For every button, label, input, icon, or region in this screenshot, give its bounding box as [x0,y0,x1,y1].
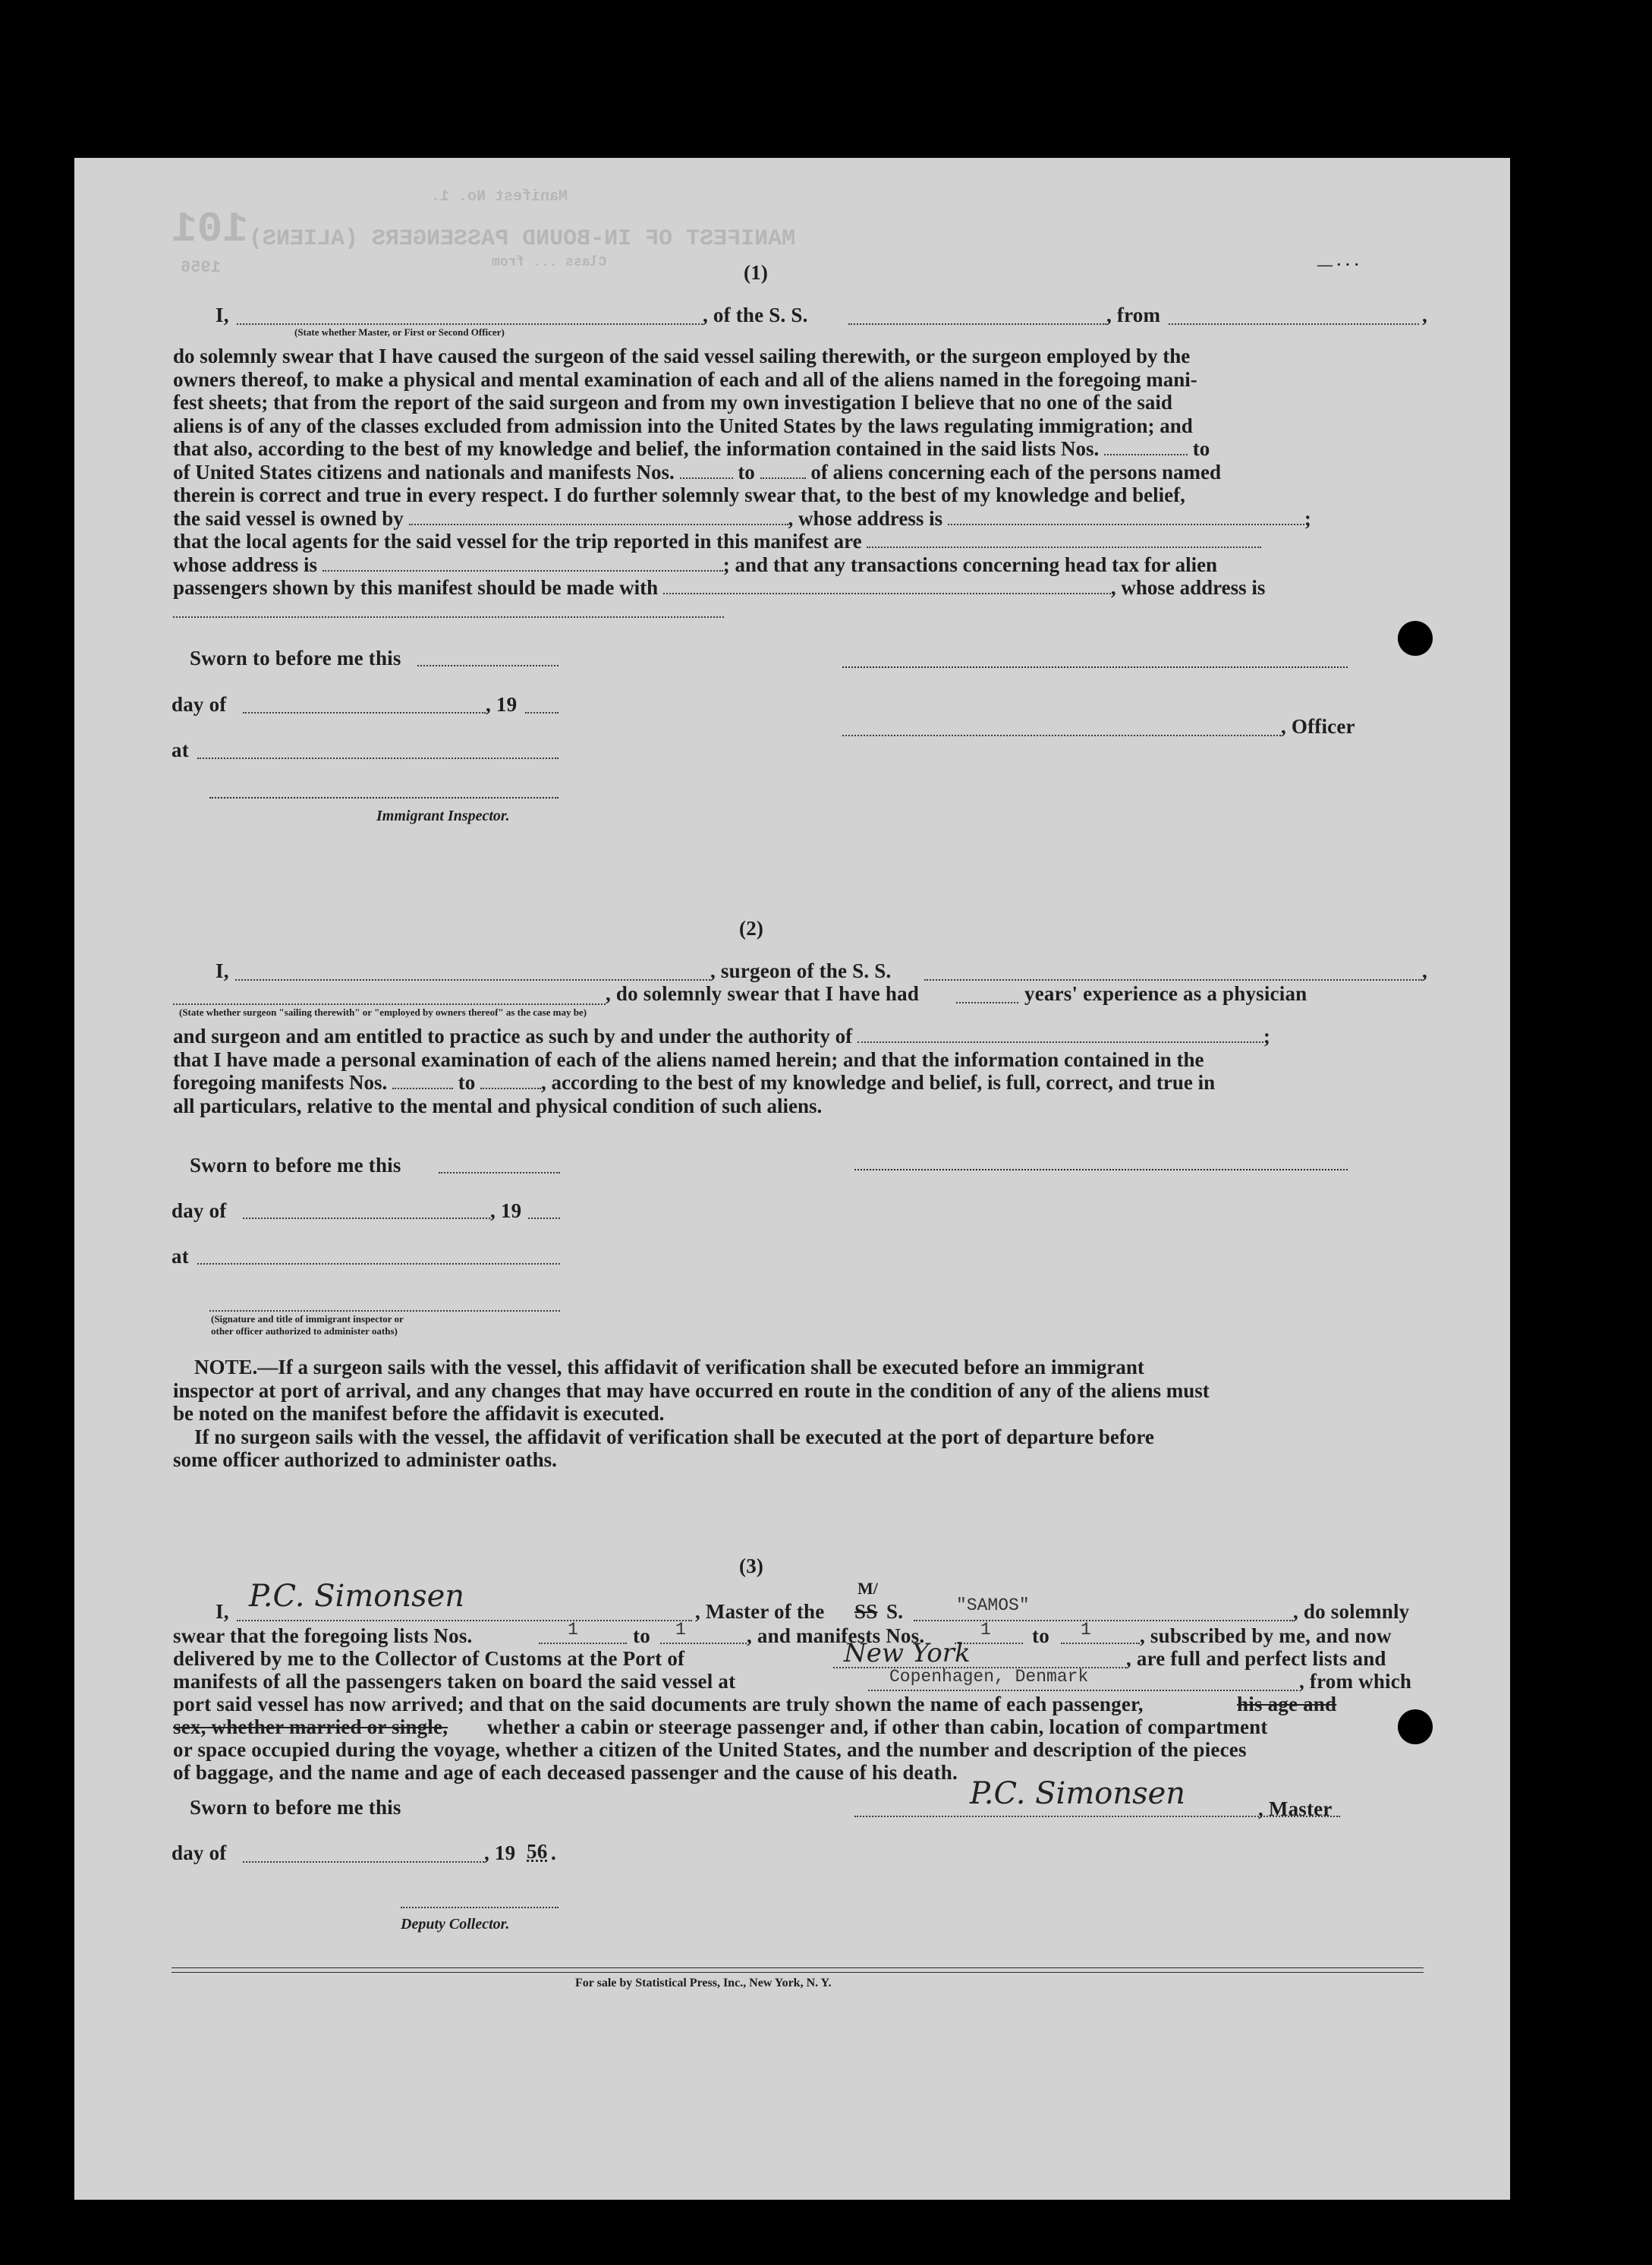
s1-comma: , [1422,304,1427,326]
s1-agents-address-field [323,570,723,572]
s1-day-field [243,712,486,714]
note-block [173,1356,1433,1472]
bleed-from: Class ... from [492,255,607,270]
s3-year-suffix: 56 [527,1840,548,1863]
s2-to: to [458,1071,476,1094]
footer-rule-2 [171,1972,1424,1973]
s2-authority-field [857,1041,1263,1043]
s1-man-to-field [760,477,806,479]
s1-lists-field [1104,454,1188,455]
s2-sworn-field [439,1172,560,1173]
s2-sig-hint-2: other officer authorized to administer oaths) [211,1325,398,1337]
s3-full-perfect: , are full and perfect lists and [1126,1647,1386,1670]
s2-to-field [480,1088,541,1089]
s1-officer-signature-line [842,666,1348,668]
s3-port: New York [844,1638,971,1668]
s1-made-with: passengers shown by this manifest should be made with [173,576,659,599]
s3-nineteen: , 19 [484,1841,516,1864]
s3-from-which: , from which [1299,1670,1412,1693]
s2-day-of: day of [171,1199,227,1222]
s1-to-2: to [738,460,755,484]
s1-vessel-field [848,323,1106,325]
bleed-manifest-no: Manifest No. 1. [431,188,568,206]
s2-from-field [392,1088,453,1089]
bleed-stamp: 101 [171,205,248,254]
s1-line-4: aliens is of any of the classes excluded from admission into the United States by the laws regulating immigration; and [173,414,1193,437]
s3-lists-to-field [660,1643,747,1644]
s1-line-3: fest sheets; that from the report of the said surgeon and from my own investigation I believe that no one of the said [173,391,1172,414]
s3-swear: swear that the foregoing lists Nos. [173,1624,473,1647]
section2-number: (2) [739,917,764,940]
s1-at: at [171,739,189,761]
s3-lists-from: 1 [568,1620,578,1640]
s2-day-field [243,1218,490,1219]
s1-whose-address: , whose address is [788,506,943,530]
s2-surgeon-name-field [235,979,710,981]
note-line-3: be noted on the manifest before the affidavit is executed. [173,1402,665,1425]
s3-day-field [243,1861,484,1863]
s3-lists-to: 1 [675,1620,686,1640]
s1-paragraph [173,345,1433,600]
s1-line-2: owners thereof, to make a physical and mental examination of each and all of the aliens named in the foregoing mani- [173,367,1197,391]
s2-at: at [171,1245,189,1268]
s1-day-of: day of [171,693,227,716]
s1-whose-address-2: , whose address is [1110,576,1266,599]
s1-i: I, [216,304,229,326]
s3-departure-port: Copenhagen, Denmark [889,1667,1089,1687]
s3-master-name: P.C. Simonsen [249,1579,465,1614]
s3-i: I, [216,1600,229,1623]
s2-paragraph [173,1025,1433,1117]
s1-from: , from [1106,304,1161,326]
s1-line-1: do solemnly swear that I have caused the surgeon of the said vessel sailing therewith, or the surgeon employed by the [173,345,1191,367]
note-line-2: inspector at port of arrival, and any changes that may have occurred en route in the condition of any of the aliens must [173,1378,1210,1402]
footer-rule-1 [171,1967,1424,1968]
s2-hint-field [173,1003,606,1005]
s3-master: , Master [1258,1797,1333,1820]
corner-marks: — · · · [1317,257,1360,273]
s2-vessel-field [924,979,1422,981]
s1-line-11 [173,576,1433,600]
s2-years-field [956,1002,1018,1003]
bleed-year: 1956 [181,258,221,277]
s3-departure-field [868,1690,1298,1691]
s1-line-6-text: of United States citizens and nationals and manifests Nos. [173,460,675,484]
s1-owned-by: the said vessel is owned by [173,506,404,530]
s1-man-from-field [680,477,733,479]
s3-sex-struck: sex, whether married or single, [173,1715,448,1738]
s2-sig-hint-1: (Signature and title of immigrant inspector or [211,1313,404,1325]
s3-sworn: Sworn to before me this [190,1796,401,1819]
s3-baggage: of baggage, and the name and age of each deceased passenger and the cause of his death. [173,1761,958,1784]
s3-subscribed: , subscribed by me, and now [1140,1624,1392,1647]
s1-line-10 [173,553,1433,577]
s1-to: to [1192,437,1210,460]
s1-sworn: Sworn to before me this [190,647,401,669]
s1-nineteen: , 19 [486,693,518,716]
s3-manifests-all: manifests of all the passengers taken on board the said vessel at [173,1670,736,1693]
s2-signature-line [854,1169,1348,1170]
footer-printer: For sale by Statistical Press, Inc., New York, N. Y. [575,1977,832,1989]
s1-from-field [1169,323,1419,325]
binder-hole-top [1398,621,1433,656]
s3-delivered: delivered by me to the Collector of Customs at the Port of [173,1647,685,1670]
s1-line-8: the said vessel is owned by , whose address is ; [173,506,1311,530]
s3-master-of: , Master of the [695,1600,825,1623]
s1-officer-hint: (State whether Master, or First or Second Officer) [294,326,505,338]
s2-authority: and surgeon and am entitled to practice as such by and under the authority of [173,1025,853,1047]
section1-number: (1) [744,261,769,284]
s3-to: to [633,1624,650,1647]
s3-vessel-name: "SAMOS" [956,1596,1030,1615]
s3-port-arrived: port said vessel has now arrived; and that on the said documents are truly shown the name of each passenger, [173,1693,1144,1715]
s3-man-from: 1 [980,1620,991,1640]
s3-and-manifests: , and manifests Nos. [747,1624,925,1647]
s1-head-tax: ; and that any transactions concerning head tax for alien [722,553,1218,576]
s3-man-to: 1 [1081,1620,1091,1640]
s3-vessel-type: M/ [857,1579,878,1598]
s3-vessel-field [914,1620,1293,1621]
s1-line-6 [173,461,1433,484]
s1-agents-field [867,547,1261,548]
s1-inspector-line [209,797,559,799]
s2-line-4: all particulars, relative to the mental and physical condition of such aliens. [173,1094,823,1117]
s1-line-7: therein is correct and true in every respect. I do further solemnly swear that, to the best of my knowledge and belief, [173,484,1185,506]
s1-agents-address: whose address is [173,553,318,576]
s2-solemnly: , do solemnly swear that I have had [606,982,920,1005]
s1-address-field [173,616,724,618]
manifest-page [74,158,1510,2200]
s1-agents: that the local agents for the said vessel for the trip reported in this manifest are [173,530,862,553]
s2-line-3 [173,1071,1433,1095]
s2-year-field [528,1218,560,1219]
s1-at-field [197,758,559,759]
s3-day-of: day of [171,1841,227,1864]
s3-s: S. [886,1600,904,1623]
s3-period: . [551,1841,556,1864]
s1-officer: , Officer [1281,715,1355,738]
s2-line-1: and surgeon and am entitled to practice as such by and under the authority of ; [173,1025,1270,1047]
s1-of-ss: , of the S. S. [703,304,808,326]
binder-hole-bottom [1398,1709,1433,1744]
bleed-title: MANIFEST OF IN-BOUND PASSENGERS (ALIENS) [249,226,796,252]
s1-owner-field [409,524,788,525]
s1-inspector: Immigrant Inspector. [376,808,510,824]
s1-owner-address-field [948,524,1304,525]
s3-signature: P.C. Simonsen [970,1776,1186,1811]
s1-line-5-text: that also, according to the best of my knowledge and belief, the information contained in the said lists Nos. [173,437,1100,460]
s1-line-9 [173,530,1433,553]
s3-collector: Deputy Collector. [401,1916,510,1933]
s3-lists-from-field [539,1643,627,1644]
s2-comma: , [1422,959,1427,982]
note-line-1: NOTE.—If a surgeon sails with the vessel, this affidavit of verification shall be executed before an immigrant [194,1356,1144,1378]
s3-his-age-struck: his age and [1237,1693,1337,1715]
s2-line-2: that I have made a personal examination of each of the aliens named herein; and that the information contained in the [173,1047,1204,1071]
s3-cabin: whether a cabin or steerage passenger and, if other than cabin, location of compartment [487,1715,1268,1738]
s1-officer-field [237,323,703,325]
s1-aliens-concerning: of aliens concerning each of the persons named [810,460,1222,484]
s3-to-2: to [1032,1624,1049,1647]
s3-collector-line [401,1907,559,1908]
s1-officer-line [842,735,1281,736]
s3-vessel-type-struck: SS [854,1600,878,1623]
s2-foregoing: foregoing manifests Nos. [173,1071,388,1094]
note-line-4: If no surgeon sails with the vessel, the affidavit of verification shall be executed at the port of departure before [194,1425,1154,1448]
s3-master-name-field [237,1620,692,1621]
s1-sworn-field [417,665,559,666]
s1-line-5 [173,437,1433,461]
s2-according: , according to the best of my knowledge and belief, is full, correct, and true in [540,1071,1216,1094]
s3-man-to-field [1061,1643,1140,1644]
s2-hint: (State whether surgeon "sailing therewith" or "employed by owners thereof" as the case may be) [179,1006,587,1018]
s2-inspector-line [209,1310,560,1312]
s2-sworn: Sworn to before me this [190,1154,401,1177]
s2-i: I, [216,959,229,982]
s2-years: years' experience as a physician [1024,982,1307,1005]
s3-space: or space occupied during the voyage, whether a citizen of the United States, and the number and description of the pieces [173,1738,1247,1761]
s1-made-with-field [663,593,1111,594]
s2-nineteen: , 19 [490,1199,522,1222]
s2-at-field [197,1263,560,1265]
s2-surgeon-of: , surgeon of the S. S. [710,959,892,982]
section3-number: (3) [739,1555,764,1577]
note-line-5: some officer authorized to administer oaths. [173,1448,557,1471]
s3-do-solemnly: , do solemnly [1293,1600,1410,1623]
s1-year-field [525,712,559,714]
